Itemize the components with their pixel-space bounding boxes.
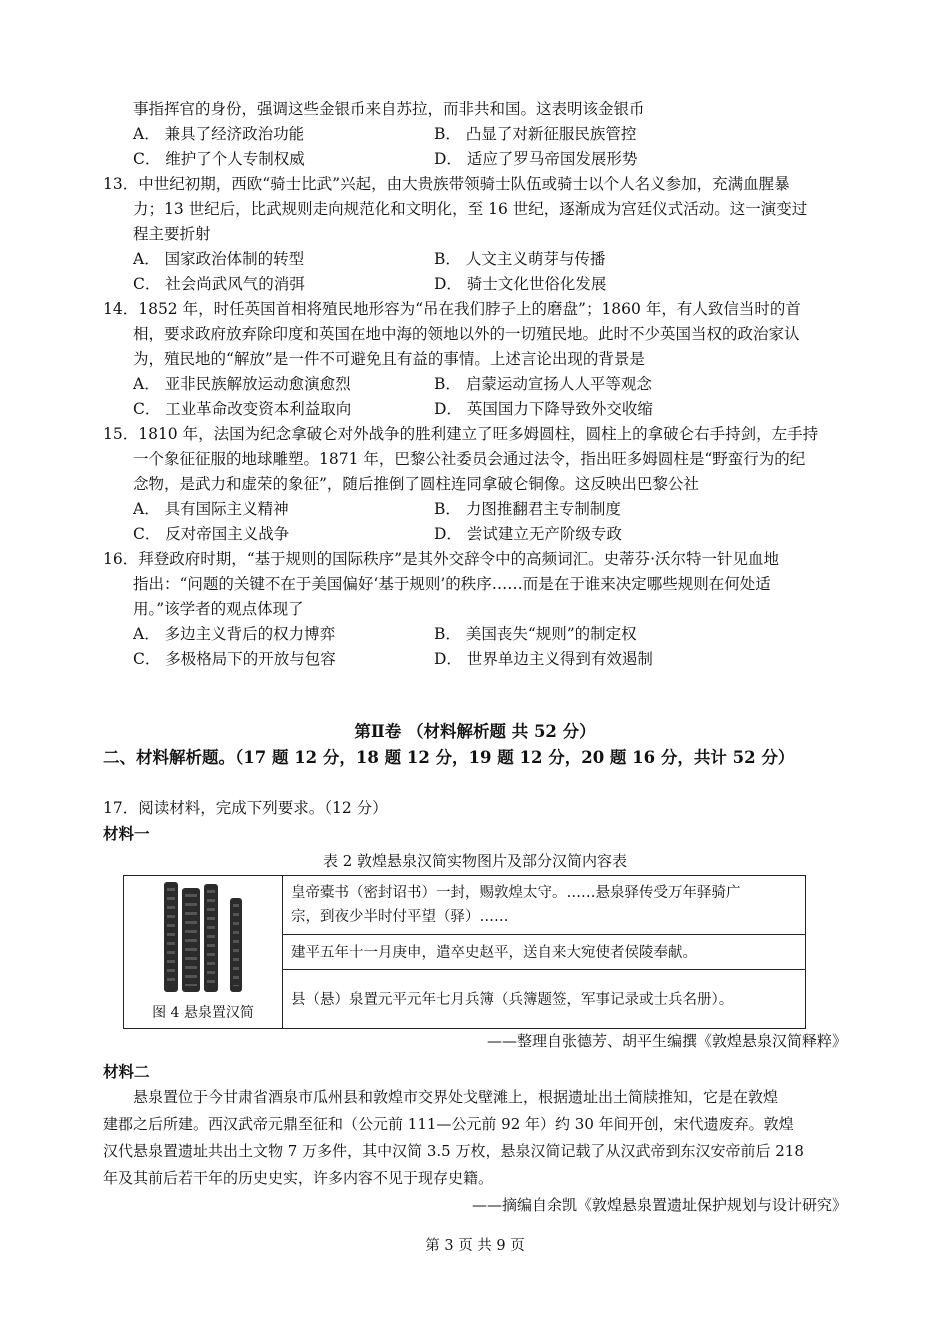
q16-option-b[interactable]: B． 美国丧失“规则”的制定权 [434,625,637,643]
part2-title: 第Ⅱ卷 （材料解析题 共 52 分） [354,722,596,741]
material-two-line1: 悬泉置位于今甘肃省酒泉市瓜州县和敦煌市交界处戈壁滩上，根据遗址出土简牍推知，它是在敦煌 [133,1088,779,1106]
q14-stem-line1: 14．1852 年，时任英国首相将殖民地形容为“吊在我们脖子上的磨盘”；1860 年，有人致信当时的首 [103,300,801,318]
table-row-1 [283,876,806,935]
q12-stem-cont: 事指挥官的身份，强调这些金银币来自苏拉，而非共和国。这表明该金银币 [133,100,645,118]
table-row-3: 县（悬）泉置元平元年七月兵簿（兵簿题签，军事记录或士兵名册）。 [283,969,806,1028]
q15-stem-line1: 15．1810 年，法国为纪念拿破仑对外战争的胜利建立了旺多姆圆柱，圆柱上的拿破仑右手持剑，左手持 [103,425,819,443]
material-two-line2: 建郡之后所建。西汉武帝元鼎至征和（公元前 111—公元前 92 年）约 30 年间开创，宋代遗废弃。敦煌 [103,1115,794,1133]
q14-option-d[interactable]: D． 英国国力下降导致外交收缩 [434,400,653,418]
q14-stem-line2: 相，要求政府放弃除印度和英国在地中海的领地以外的一切殖民地。此时不少英国当权的政治家认 [133,325,800,343]
q16-stem-line3: 用。”该学者的观点体现了 [133,600,304,618]
q14-option-a[interactable]: A． 亚非民族解放运动愈演愈烈 [133,375,351,393]
table-row-2: 建平五年十一月庚申，遣卒史赵平，送自来大宛使者侯陵奉献。 [283,935,806,969]
row1-line1: 皇帝橐书（密封诏书）一封，赐敦煌太守。……悬泉驿传受万年驿骑广 [291,885,741,902]
q14-option-c[interactable]: C． 工业革命改变资本利益取向 [133,400,352,418]
q15-option-c[interactable]: C． 反对帝国主义战争 [133,525,290,543]
material-two-label: 材料二 [103,1062,150,1081]
table-caption: 表 2 敦煌悬泉汉简实物图片及部分汉简内容表 [322,852,628,870]
hanjian-table [123,875,806,1029]
q15-stem-line3: 念物，是武力和虚荣的象征”，随后推倒了圆柱连同拿破仑铜像。这反映出巴黎公社 [133,475,699,493]
q17-intro: 17．阅读材料，完成下列要求。（12 分） [103,799,388,817]
q12-option-c[interactable]: C． 维护了个人专制权威 [133,150,305,168]
q15-stem-line2: 一个象征征服的地球雕塑。1871 年，巴黎公社委员会通过法令，指出旺多姆圆柱是“野蛮行为的纪 [133,450,806,468]
page-number: 第 3 页 共 9 页 [425,1238,525,1254]
q14-option-b[interactable]: B． 启蒙运动宣扬人人平等观念 [434,375,652,393]
q12-option-a[interactable]: A． 兼具了经济政治功能 [133,125,305,143]
hanjian-slips-image [124,882,282,994]
q12-option-b[interactable]: B． 凸显了对新征服民族管控 [434,125,637,143]
q16-option-d[interactable]: D． 世界单边主义得到有效遏制 [434,650,653,668]
part2-heading: 二、材料解析题。（17 题 12 分，18 题 12 分，19 题 12 分，20 题 16 分，共计 52 分） [103,748,795,767]
q13-stem-line1: 13．中世纪初期，西欧“骑士比武”兴起，由大贵族带领骑士队伍或骑士以个人名义参加，充满血腥暴 [103,175,790,193]
q16-option-c[interactable]: C． 多极格局下的开放与包容 [133,650,336,668]
material-one-source: ——整理自张德芳、胡平生编撰《敦煌悬泉汉简释粹》 [486,1032,847,1050]
q16-stem-line2: 指出：“问题的关键不在于美国偏好‘基于规则’的秩序……而是在于谁来决定哪些规则在何处适 [133,575,771,593]
q16-option-a[interactable]: A． 多边主义背后的权力博弈 [133,625,336,643]
q16-stem-line1: 16．拜登政府时期，“基于规则的国际秩序”是其外交辞令中的高频词汇。史蒂芬·沃尔特一针见血地 [103,550,780,568]
image-caption: 图 4 悬泉置汉简 [152,1005,254,1021]
material-two-line3: 汉代悬泉置遗址共出土文物 7 万多件，其中汉简 3.5 万枚，悬泉汉简记载了从汉武帝到东汉安帝前后 218 [103,1142,804,1160]
q15-option-a[interactable]: A． 具有国际主义精神 [133,500,289,518]
q13-stem-line3: 程主要折射 [133,225,211,243]
q13-stem-line2: 力；13 世纪后，比武规则走向规范化和文明化，至 16 世纪，逐渐成为宫廷仪式活动。这一演变过 [133,200,808,218]
q13-option-a[interactable]: A． 国家政治体制的转型 [133,250,305,268]
q15-option-b[interactable]: B． 力图推翻君主专制制度 [434,500,621,518]
material-two-source: ——摘编自余凯《敦煌悬泉置遗址保护规划与设计研究》 [471,1196,847,1214]
hanjian-image-cell [124,876,283,1029]
q15-option-d[interactable]: D． 尝试建立无产阶级专政 [434,525,622,543]
material-two-line4: 年及其前后若干年的历史史实，许多内容不见于现存史籍。 [103,1169,494,1187]
q13-option-b[interactable]: B． 人文主义萌芽与传播 [434,250,606,268]
q14-stem-line3: 为，殖民地的“解放”是一件不可避免且有益的事情。上述言论出现的背景是 [133,350,645,368]
material-one-label: 材料一 [103,824,150,843]
row1-line2: 宗，到夜少半时付平望（驿）…… [291,909,509,926]
q13-option-c[interactable]: C． 社会尚武风气的消弭 [133,275,305,293]
q12-option-d[interactable]: D． 适应了罗马帝国发展形势 [434,150,638,168]
q13-option-d[interactable]: D． 骑士文化世俗化发展 [434,275,607,293]
